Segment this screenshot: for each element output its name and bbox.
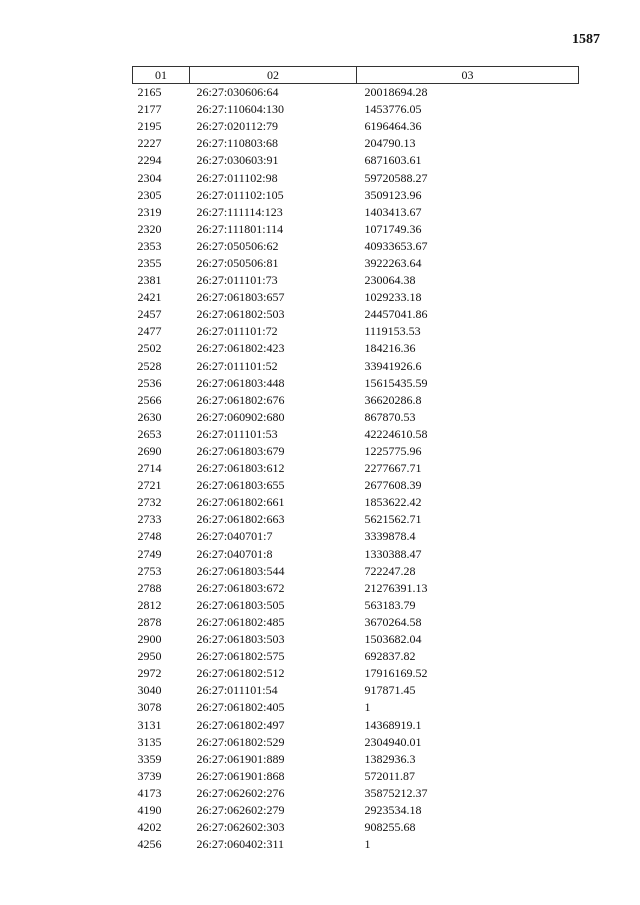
table-row <box>133 819 579 836</box>
table-cell-col1: 2812 <box>137 597 162 612</box>
table-cell-col2: 26:27:060402:311 <box>196 837 285 852</box>
table-cell-col1: 2165 <box>137 85 162 100</box>
table-cell-col3: 2923534.18 <box>364 802 422 817</box>
table-cell-col3: 1853622.42 <box>364 495 422 510</box>
table-row <box>133 169 579 186</box>
table-cell-col1: 2381 <box>137 273 162 288</box>
table-cell-col1: 2319 <box>137 204 162 219</box>
table-cell-col1: 2355 <box>137 255 162 270</box>
table-row <box>133 836 579 853</box>
table-cell-col3: 2677608.39 <box>364 478 422 493</box>
table-cell-col3: 1071749.36 <box>364 221 422 236</box>
table-cell-col2: 26:27:061802:663 <box>196 512 285 527</box>
table-cell-col1: 2900 <box>137 632 162 647</box>
table-cell-col2: 26:27:062602:276 <box>196 785 285 800</box>
table-cell-col3: 15615435.59 <box>364 375 428 390</box>
table-cell-col2: 26:27:061802:485 <box>196 614 285 629</box>
table-cell-col3: 17916169.52 <box>364 666 428 681</box>
table-row <box>133 204 579 221</box>
table-cell-col2: 26:27:061803:612 <box>196 461 285 476</box>
table-cell-col3: 6196464.36 <box>364 119 422 134</box>
table-cell-col3: 59720588.27 <box>364 170 428 185</box>
table-cell-col1: 3739 <box>137 768 162 783</box>
table-cell-col3: 40933653.67 <box>364 238 428 253</box>
table-cell-col1: 2788 <box>137 580 162 595</box>
table-row <box>133 323 579 340</box>
table-cell-col1: 3359 <box>137 751 162 766</box>
table-cell-col3: 5621562.71 <box>364 512 422 527</box>
table-cell-col1: 2477 <box>137 324 162 339</box>
table-cell-col1: 2630 <box>137 409 162 424</box>
table-cell-col2: 26:27:030603:91 <box>196 153 279 168</box>
table-cell-col3: 3339878.4 <box>364 529 416 544</box>
table-cell-col2: 26:27:061901:889 <box>196 751 285 766</box>
table-cell-col1: 2305 <box>137 187 162 202</box>
table-cell-col2: 26:27:020112:79 <box>196 119 279 134</box>
table-cell-col1: 2304 <box>137 170 162 185</box>
table-cell-col1: 2733 <box>137 512 162 527</box>
table-row <box>133 443 579 460</box>
table-header-row <box>133 67 579 84</box>
table-row <box>133 101 579 118</box>
table-row <box>133 152 579 169</box>
table-cell-col3: 1029233.18 <box>364 290 422 305</box>
table-row <box>133 221 579 238</box>
table-cell-col2: 26:27:061901:868 <box>196 768 285 783</box>
table-cell-col2: 26:27:110803:68 <box>196 136 279 151</box>
table-cell-col3: 563183.79 <box>364 597 416 612</box>
table-cell-col2: 26:27:061803:655 <box>196 478 285 493</box>
table-cell-col3: 1225775.96 <box>364 444 422 459</box>
table-cell-col2: 26:27:061803:448 <box>196 375 285 390</box>
table-cell-col3: 2277667.71 <box>364 461 422 476</box>
column-header-01: 01 <box>133 67 190 84</box>
table-cell-col2: 26:27:030606:64 <box>196 85 279 100</box>
table-cell-col3: 1330388.47 <box>364 546 422 561</box>
table-row <box>133 716 579 733</box>
table-cell-col2: 26:27:061803:672 <box>196 580 285 595</box>
table-cell-col1: 2502 <box>137 341 162 356</box>
table-cell-col3: 20018694.28 <box>364 85 428 100</box>
table-cell-col2: 26:27:011101:54 <box>196 683 278 698</box>
table-cell-col1: 2950 <box>137 649 162 664</box>
table-row <box>133 768 579 785</box>
table-cell-col1: 2195 <box>137 119 162 134</box>
table-cell-col2: 26:27:011101:52 <box>196 358 278 373</box>
table-cell-col1: 2353 <box>137 238 162 253</box>
table-cell-col2: 26:27:050506:81 <box>196 255 279 270</box>
table-cell-col2: 26:27:061802:405 <box>196 700 285 715</box>
table-row <box>133 340 579 357</box>
table-cell-col1: 4256 <box>137 837 162 852</box>
table-row <box>133 272 579 289</box>
table-cell-col2: 26:27:061803:503 <box>196 632 285 647</box>
table-cell-col2: 26:27:062602:279 <box>196 802 285 817</box>
table-row <box>133 187 579 204</box>
table-row <box>133 409 579 426</box>
table-cell-col2: 26:27:011102:105 <box>196 187 284 202</box>
table-row <box>133 477 579 494</box>
table-cell-col2: 26:27:061802:676 <box>196 392 285 407</box>
table-cell-col3: 1382936.3 <box>364 751 416 766</box>
table-cell-col3: 204790.13 <box>364 136 416 151</box>
table-cell-col2: 26:27:040701:7 <box>196 529 273 544</box>
table-cell-col2: 26:27:011101:72 <box>196 324 278 339</box>
table-cell-col1: 2536 <box>137 375 162 390</box>
table-cell-col1: 2753 <box>137 563 162 578</box>
table-row <box>133 118 579 135</box>
table-row <box>133 392 579 409</box>
table-cell-col2: 26:27:061803:544 <box>196 563 285 578</box>
table-cell-col2: 26:27:050506:62 <box>196 238 279 253</box>
table-row <box>133 238 579 255</box>
table-cell-col3: 21276391.13 <box>364 580 428 595</box>
table-cell-col1: 4190 <box>137 802 162 817</box>
table-cell-col3: 6871603.61 <box>364 153 422 168</box>
table-cell-col3: 35875212.37 <box>364 785 428 800</box>
table-row <box>133 648 579 665</box>
table-cell-col2: 26:27:061802:423 <box>196 341 285 356</box>
table-cell-col2: 26:27:110604:130 <box>196 102 285 117</box>
table-cell-col2: 26:27:061803:679 <box>196 444 285 459</box>
table-cell-col3: 1119153.53 <box>364 324 421 339</box>
table-cell-col3: 1503682.04 <box>364 632 422 647</box>
table-cell-col1: 2878 <box>137 614 162 629</box>
table-cell-col1: 2653 <box>137 426 162 441</box>
table-row <box>133 614 579 631</box>
page-number: 1587 <box>572 32 600 47</box>
table-cell-col3: 3509123.96 <box>364 187 422 202</box>
table-row <box>133 546 579 563</box>
table-row <box>133 494 579 511</box>
table-cell-col2: 26:27:061802:575 <box>196 649 285 664</box>
table-cell-col3: 36620286.8 <box>364 392 422 407</box>
table-row <box>133 135 579 152</box>
table-cell-col2: 26:27:061802:503 <box>196 307 285 322</box>
table-cell-col3: 14368919.1 <box>364 717 422 732</box>
table-cell-col3: 184216.36 <box>364 341 416 356</box>
table-cell-col1: 2714 <box>137 461 162 476</box>
table-cell-col1: 2748 <box>137 529 162 544</box>
table-row <box>133 785 579 802</box>
table-cell-col1: 2294 <box>137 153 162 168</box>
table-cell-col1: 3131 <box>137 717 162 732</box>
table-cell-col2: 26:27:111801:114 <box>196 221 284 236</box>
table-row <box>133 751 579 768</box>
table-cell-col1: 2421 <box>137 290 162 305</box>
table-cell-col2: 26:27:111114:123 <box>196 204 283 219</box>
table-cell-col3: 1453776.05 <box>364 102 422 117</box>
table-cell-col2: 26:27:011101:73 <box>196 273 278 288</box>
table-cell-col2: 26:27:061802:497 <box>196 717 285 732</box>
table-cell-col1: 2690 <box>137 444 162 459</box>
table-cell-col1: 4202 <box>137 820 162 835</box>
table-row <box>133 375 579 392</box>
table-row <box>133 511 579 528</box>
table-cell-col1: 3040 <box>137 683 162 698</box>
table-cell-col2: 26:27:061802:529 <box>196 734 285 749</box>
table-row <box>133 426 579 443</box>
table-cell-col3: 3670264.58 <box>364 614 422 629</box>
table-body <box>133 84 579 854</box>
table-cell-col1: 4173 <box>137 785 162 800</box>
table-row <box>133 682 579 699</box>
table-row <box>133 734 579 751</box>
table-cell-col3: 722247.28 <box>364 563 416 578</box>
table-cell-col2: 26:27:060902:680 <box>196 409 285 424</box>
table-row <box>133 665 579 682</box>
column-header-02: 02 <box>190 67 357 84</box>
table-cell-col3: 3922263.64 <box>364 255 422 270</box>
table-cell-col2: 26:27:011101:53 <box>196 426 278 441</box>
table-cell-col3: 1403413.67 <box>364 204 422 219</box>
table-cell-col3: 1 <box>364 700 371 715</box>
table-cell-col1: 3135 <box>137 734 162 749</box>
table-cell-col2: 26:27:061802:661 <box>196 495 285 510</box>
table-cell-col3: 230064.38 <box>364 273 416 288</box>
table-cell-col1: 3078 <box>137 700 162 715</box>
table-cell-col1: 2566 <box>137 392 162 407</box>
table-cell-col2: 26:27:061803:657 <box>196 290 285 305</box>
table-cell-col1: 2972 <box>137 666 162 681</box>
table-cell-col1: 2457 <box>137 307 162 322</box>
table-cell-col3: 867870.53 <box>364 409 416 424</box>
table-cell-col3: 1 <box>364 837 371 852</box>
table-cell-col2: 26:27:061803:505 <box>196 597 285 612</box>
table-cell-col3: 692837.82 <box>364 649 416 664</box>
table-cell-col3: 2304940.01 <box>364 734 422 749</box>
table-row <box>133 306 579 323</box>
table-cell-col3: 908255.68 <box>364 820 416 835</box>
table-row <box>133 699 579 716</box>
table-cell-col1: 2732 <box>137 495 162 510</box>
table-cell-col1: 2749 <box>137 546 162 561</box>
table-cell-col2: 26:27:061802:512 <box>196 666 285 681</box>
table-cell-col2: 26:27:062602:303 <box>196 820 285 835</box>
table-cell-col3: 42224610.58 <box>364 426 428 441</box>
table-cell-col3: 33941926.6 <box>364 358 422 373</box>
table-row <box>133 528 579 545</box>
table-cell-col2: 26:27:011102:98 <box>196 170 278 185</box>
table-cell-col1: 2528 <box>137 358 162 373</box>
table-row <box>133 255 579 272</box>
table-row <box>133 289 579 306</box>
table-cell-col2: 26:27:040701:8 <box>196 546 273 561</box>
table-cell-col1: 2320 <box>137 221 162 236</box>
table-cell-col1: 2227 <box>137 136 162 151</box>
table-cell-col3: 917871.45 <box>364 683 416 698</box>
table-row <box>133 460 579 477</box>
table-cell-col1: 2721 <box>137 478 162 493</box>
table-cell-col3: 572011.87 <box>364 768 416 783</box>
table-cell-col1: 2177 <box>137 102 162 117</box>
table-row <box>133 563 579 580</box>
data-table <box>132 66 579 853</box>
column-header-03: 03 <box>357 67 579 84</box>
table-row <box>133 631 579 648</box>
table-row <box>133 580 579 597</box>
table-row <box>133 802 579 819</box>
table-cell-col3: 24457041.86 <box>364 307 428 322</box>
table-row <box>133 597 579 614</box>
table-row <box>133 84 579 102</box>
table-row <box>133 358 579 375</box>
